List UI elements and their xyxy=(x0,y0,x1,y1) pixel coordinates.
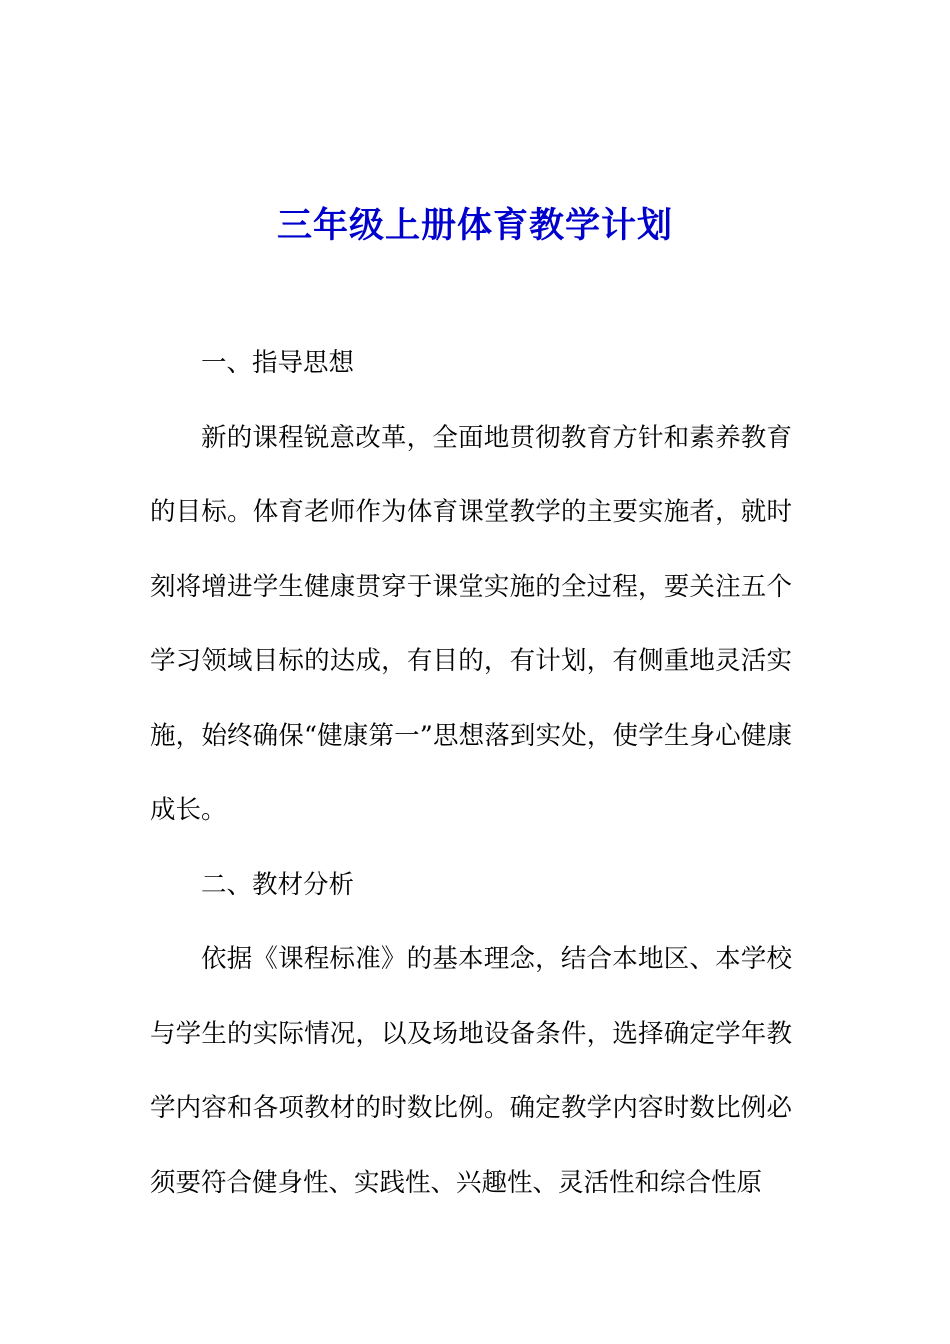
document-title: 三年级上册体育教学计划 xyxy=(276,205,673,247)
paragraph-guiding-ideology: 新的课程锐意改革，全面地贯彻教育方针和素养教育的目标。体育老师作为体育课堂教学的主要实施者，就时刻将增进学生健康贯穿于课堂实施的全过程，要关注五个学习领域目标的达成，有目的，有计划，有侧重地灵活实施，始终确保“健康第一”思想落到实处，使学生身心健康成长。 xyxy=(150,422,792,825)
document-body xyxy=(150,326,792,1220)
paragraph-material-analysis: 依据《课程标准》的基本理念，结合本地区、本学校与学生的实际情况，以及场地设备条件，选择确定学年教学内容和各项教材的时数比例。确定教学内容时数比例必须要符合健身性、实践性、兴趣性、灵活性和综合性原 xyxy=(150,944,792,1198)
heading-material-analysis: 二、教材分析 xyxy=(201,869,355,900)
heading-guiding-ideology: 一、指导思想 xyxy=(201,348,355,378)
